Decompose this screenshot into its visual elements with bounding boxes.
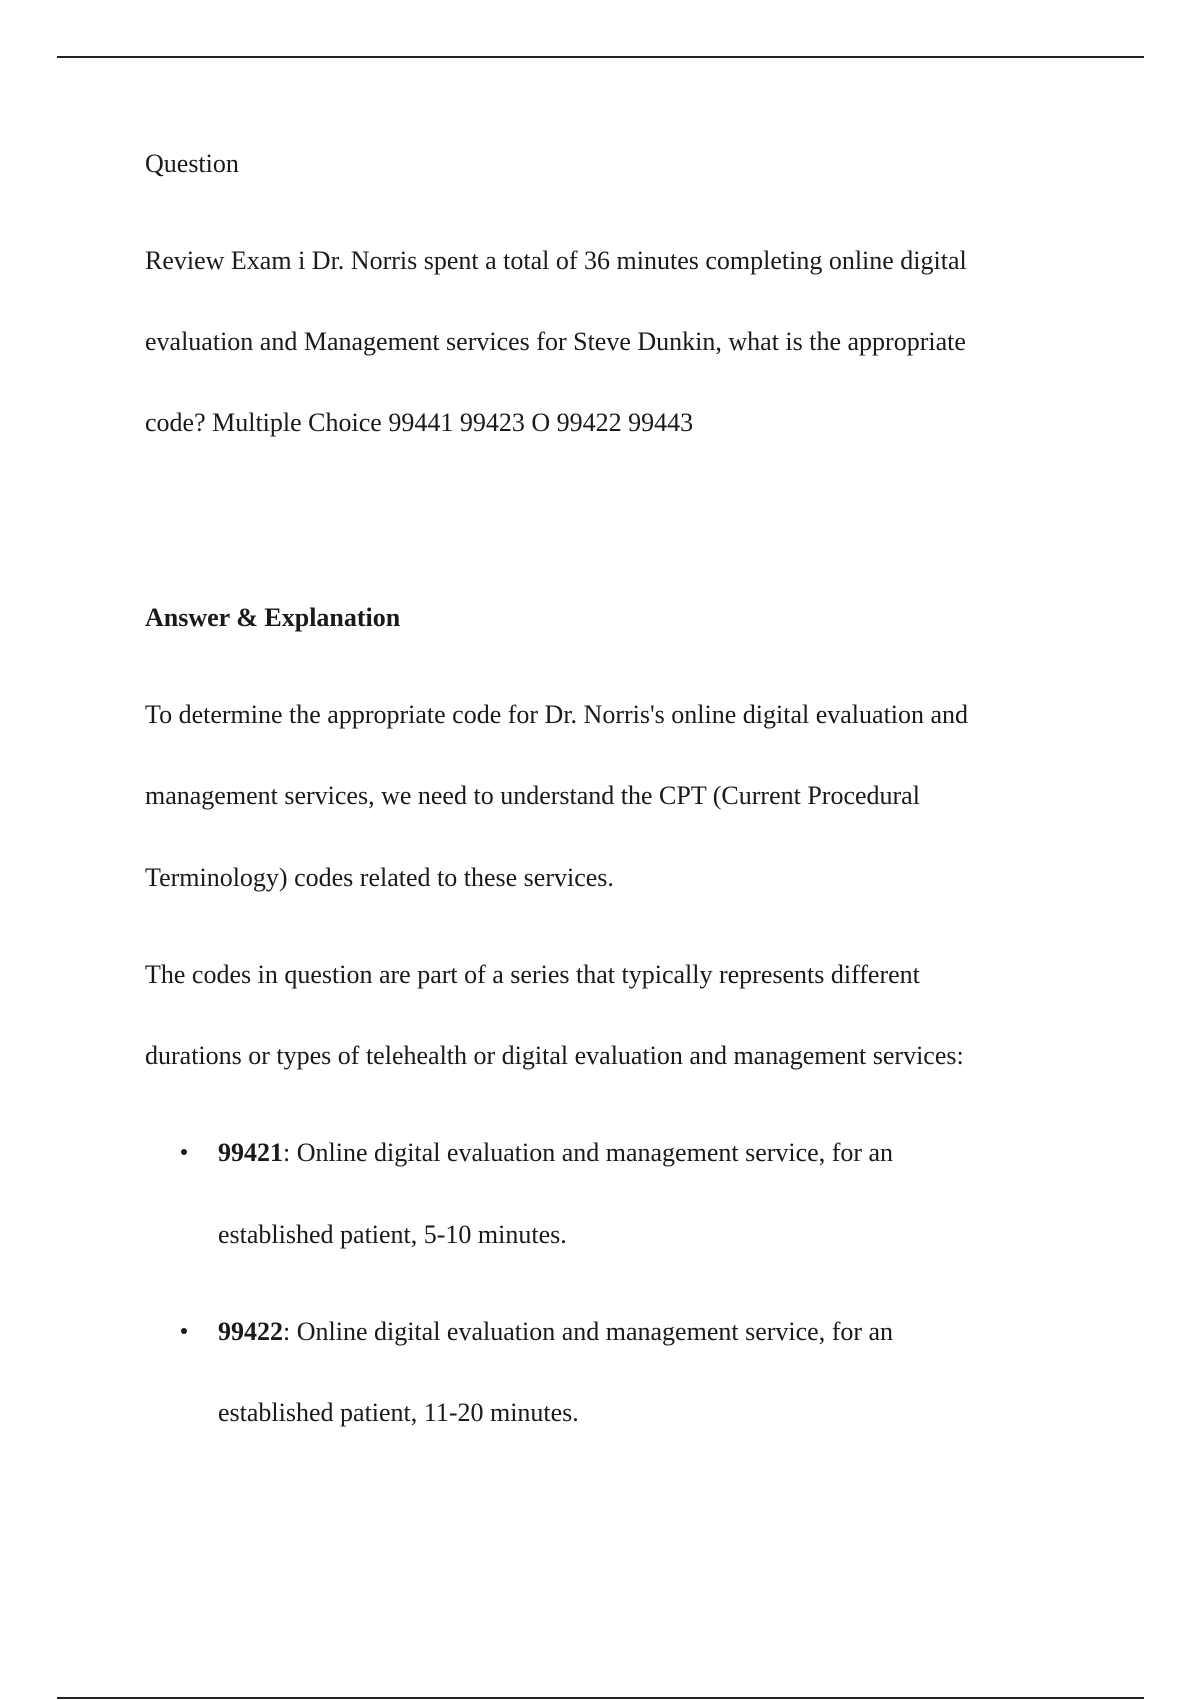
code-list-item-line-1 <box>218 1291 893 1373</box>
bullet-icon <box>181 1149 187 1155</box>
question-line-2: evaluation and Management services for Steve Dunkin, what is the appropriate <box>145 327 966 356</box>
code-list-item-line-2: established patient, 11-20 minutes. <box>218 1398 579 1427</box>
code-list-item-line-1 <box>218 1112 893 1194</box>
answer-heading: Answer & Explanation <box>145 603 401 632</box>
answer-paragraph-1-line-2: management services, we need to understand the CPT (Current Procedural <box>145 781 920 810</box>
bottom-rule <box>57 1697 1144 1699</box>
code-list-item-line-2: established patient, 5-10 minutes. <box>218 1220 567 1249</box>
code-value: 99422 <box>218 1317 283 1346</box>
question-line-3: code? Multiple Choice 99441 99423 O 99422 99443 <box>145 408 694 437</box>
answer-paragraph-2-line-1: The codes in question are part of a series that typically represents different <box>145 960 920 989</box>
answer-paragraph-1-line-3: Terminology) codes related to these services. <box>145 863 614 892</box>
code-description: : Online digital evaluation and management service, for an <box>283 1138 894 1167</box>
bullet-icon <box>181 1328 187 1334</box>
answer-paragraph-2-line-2: durations or types of telehealth or digital evaluation and management services: <box>145 1041 964 1070</box>
top-rule <box>57 56 1144 58</box>
answer-paragraph-1-line-1: To determine the appropriate code for Dr. Norris's online digital evaluation and <box>145 700 969 729</box>
code-description: : Online digital evaluation and management service, for an <box>283 1317 894 1346</box>
code-value: 99421 <box>218 1138 283 1167</box>
question-label: Question <box>145 149 239 178</box>
question-line-1: Review Exam i Dr. Norris spent a total of 36 minutes completing online digital <box>145 246 967 275</box>
